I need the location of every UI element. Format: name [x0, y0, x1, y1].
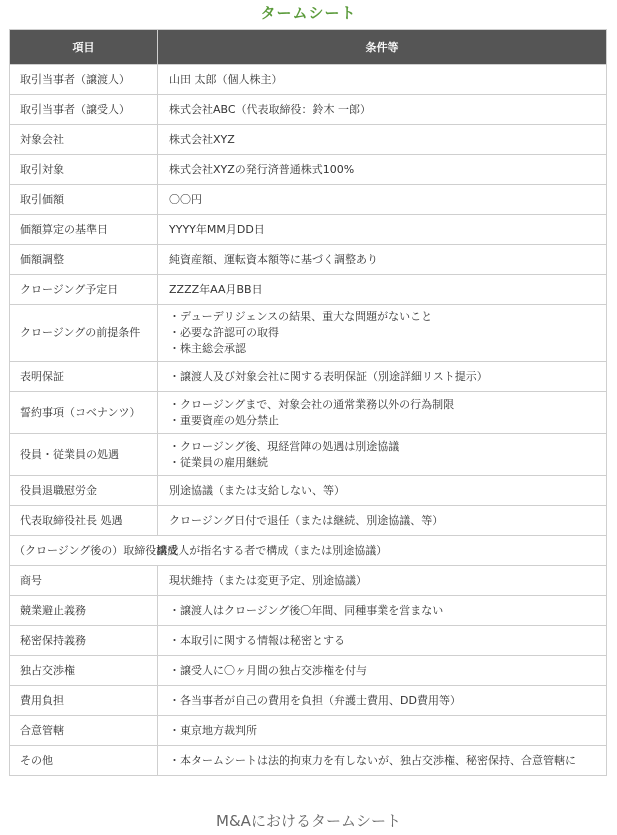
row-condition-line: ・譲渡人はクロージング後〇年間、同種事業を営まない: [169, 603, 444, 617]
table-row: [10, 746, 607, 776]
table-row: [10, 536, 607, 566]
figure-caption: M&Aにおけるタームシート: [216, 812, 401, 830]
header-conditions: 条件等: [158, 30, 607, 65]
row-condition-line: 純資産額、運転資本額等に基づく調整あり: [169, 252, 378, 266]
term-sheet-table: [9, 29, 607, 776]
table-row: [10, 434, 607, 476]
table-row: [10, 185, 607, 215]
row-condition-line: 別途協議（または支給しない、等）: [169, 483, 345, 497]
row-item-label: 取引対象: [10, 155, 158, 185]
table-row: [10, 626, 607, 656]
row-item-label: （クロージング後の）取締役構成: [14, 543, 179, 557]
row-conditions: [158, 566, 607, 596]
row-conditions: [158, 125, 607, 155]
row-condition-line: ・クロージング後、現経営陣の処遇は別途協議: [169, 439, 400, 453]
table-row: [10, 245, 607, 275]
row-condition-line: ・譲受人に〇ヶ月間の独占交渉権を付与: [169, 663, 367, 677]
table-row: [10, 155, 607, 185]
row-condition-line: ・譲渡人及び対象会社に関する表明保証（別途詳細リスト提示）: [169, 369, 488, 383]
row-item-label: 商号: [10, 566, 158, 596]
table-row: [10, 566, 607, 596]
row-item-label: 取引当事者（譲受人）: [10, 95, 158, 125]
document-title: タームシート: [260, 4, 357, 22]
table-row: [10, 125, 607, 155]
row-condition-line: 株式会社ABC（代表取締役：鈴木 一郎）: [169, 102, 372, 116]
row-item-label: 誓約事項（コベナンツ）: [10, 392, 158, 434]
table-row: [10, 392, 607, 434]
row-condition-line: ・必要な許認可の取得: [169, 326, 279, 339]
row-conditions: [158, 656, 607, 686]
row-condition-line: クロージング日付で退任（または継続、別途協議、等）: [169, 513, 444, 527]
row-condition-line: ・各当事者が自己の費用を負担（弁護士費用、DD費用等）: [169, 693, 461, 707]
row-item-label: 取引価額: [10, 185, 158, 215]
header-item: 項目: [10, 30, 158, 65]
row-conditions: [158, 476, 607, 506]
row-item-label: 対象会社: [10, 125, 158, 155]
table-body: [10, 65, 607, 776]
row-conditions: [158, 215, 607, 245]
row-item-label: 価額算定の基準日: [10, 215, 158, 245]
row-condition-line: 山田 太郎（個人株主）: [169, 72, 283, 86]
row-conditions: [158, 392, 607, 434]
table-row: [10, 596, 607, 626]
row-condition-line: 現状維持（または変更予定、別途協議）: [169, 573, 367, 587]
row-item-label: 独占交渉権: [10, 656, 158, 686]
row-item-label: 表明保証: [10, 362, 158, 392]
row-conditions: [158, 626, 607, 656]
row-condition-line: ・デューデリジェンスの結果、重大な問題がないこと: [169, 310, 433, 323]
row-conditions: [158, 155, 607, 185]
row-conditions: [158, 716, 607, 746]
row-condition-line: 株式会社XYZ: [169, 132, 235, 146]
row-conditions: [158, 362, 607, 392]
row-item-label: 役員・従業員の処遇: [10, 434, 158, 476]
row-condition-line: ・重要資産の処分禁止: [169, 413, 279, 427]
table-row: [10, 65, 607, 95]
row-item-label: 価額調整: [10, 245, 158, 275]
table-row: [10, 686, 607, 716]
row-condition-line: ・株主総会承認: [169, 342, 246, 355]
table-row: [10, 215, 607, 245]
table-row: [10, 506, 607, 536]
row-item-label: 費用負担: [10, 686, 158, 716]
row-condition-line: 譲受人が指名する者で構成（または別途協議）: [156, 543, 388, 557]
merged-cell: [10, 536, 607, 566]
row-conditions: [158, 746, 607, 776]
table-row: [10, 95, 607, 125]
row-condition-line: ZZZZ年AA月BB日: [169, 282, 263, 296]
row-conditions: [158, 65, 607, 95]
row-conditions: [158, 686, 607, 716]
table-row: [10, 716, 607, 746]
table-row: [10, 305, 607, 362]
row-condition-line: 株式会社XYZの発行済普通株式100%: [169, 162, 355, 176]
row-conditions: [158, 275, 607, 305]
row-conditions: [158, 506, 607, 536]
row-item-label: 代表取締役社長 処遇: [10, 506, 158, 536]
row-item-label: 合意管轄: [10, 716, 158, 746]
row-item-label: 役員退職慰労金: [10, 476, 158, 506]
row-conditions: [158, 596, 607, 626]
row-condition-line: YYYY年MM月DD日: [169, 222, 265, 236]
table-row: [10, 275, 607, 305]
table-header-row: [10, 30, 607, 65]
table-row: [10, 362, 607, 392]
row-item-label: 秘密保持義務: [10, 626, 158, 656]
row-condition-line: ・本取引に関する情報は秘密とする: [169, 633, 345, 647]
table-row: [10, 476, 607, 506]
row-item-label: その他: [10, 746, 158, 776]
row-condition-line: ・クロージングまで、対象会社の通常業務以外の行為制限: [169, 397, 455, 411]
table-row: [10, 656, 607, 686]
row-conditions: [158, 95, 607, 125]
row-item-label: 競業避止義務: [10, 596, 158, 626]
row-condition-line: ・従業員の雇用継続: [169, 455, 268, 469]
row-conditions: [158, 245, 607, 275]
row-item-label: 取引当事者（譲渡人）: [10, 65, 158, 95]
row-condition-line: 〇〇円: [169, 192, 202, 206]
row-condition-line: ・本タームシートは法的拘束力を有しないが、独占交渉権、秘密保持、合意管轄に: [169, 753, 576, 767]
row-item-label: クロージング予定日: [10, 275, 158, 305]
row-conditions: [158, 185, 607, 215]
row-conditions: [158, 305, 607, 362]
row-item-label: クロージングの前提条件: [10, 305, 158, 362]
row-condition-line: ・東京地方裁判所: [169, 723, 257, 737]
row-conditions: [158, 434, 607, 476]
